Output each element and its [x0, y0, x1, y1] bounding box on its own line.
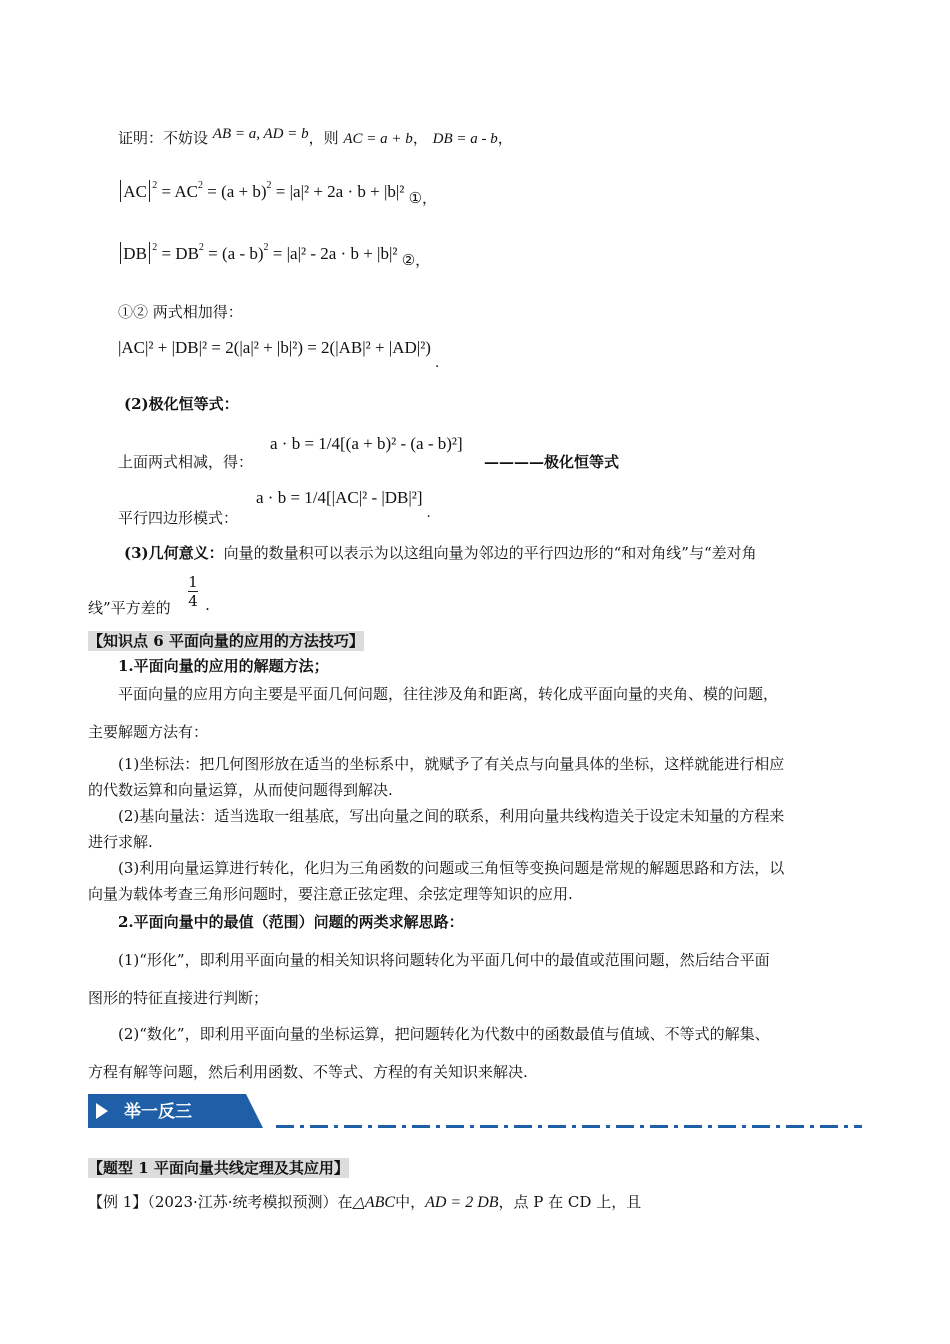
equation-2: DB $^2 = DB^2 = (a - b)^2 = |a|^2 - 2a \cdot b + |b|^2$ ②，: [118, 242, 430, 271]
kp6-method-3a: (3)利用向量运算进行转化，化归为三角函数的问题或三角恒等变换问题是常规的解题思路和方法，以: [118, 859, 785, 877]
geo-fraction: $\frac{1}{4}$ .: [188, 573, 210, 614]
type1-header: 【题型 1 平面向量共线定理及其应用】: [88, 1159, 349, 1177]
triangle-abc: △ABC: [352, 1194, 396, 1211]
banner-dash-line: [276, 1125, 862, 1128]
kp6-heading-2: 2.平面向量中的最值（范围）问题的两类求解思路：: [118, 913, 464, 931]
vector-relation: AD = 2 DB: [425, 1194, 499, 1211]
polar-formula: a · b = 1/4[(a + b)² - (a - b)²]: [270, 434, 463, 453]
equation-1: AC $^2 = AC^2 = (a + b)^2 = |a|^2 + 2a \cdot b + |b|^2$ ①，: [118, 180, 437, 209]
kp6-method-2a: (2)基向量法：适当选取一组基底，写出向量之间的联系，利用向量共线构造关于设定未知量的方程来: [118, 807, 785, 825]
section-banner: [88, 1094, 263, 1128]
polar-sub-text: 上面两式相减，得：: [118, 453, 254, 471]
kp6-header-bar: [88, 630, 862, 651]
example-1: 【例 1】（2023·江苏·统考模拟预测）在△ABC中，AD = 2 DB，点 P 在 CD 上，且: [88, 1193, 642, 1211]
kp6-method-1b: 的代数运算和向量运算，从而使问题得到解决.: [88, 781, 393, 799]
sum-text: ①② 两式相加得：: [118, 303, 243, 321]
banner-label: 举一反三: [124, 1102, 192, 1122]
db-formula: DB = a - b: [432, 131, 498, 147]
ac-formula: AC = a + b: [343, 131, 413, 147]
kp6-strategy-2b: 方程有解等问题，然后利用函数、不等式、方程的有关知识来解决.: [88, 1063, 528, 1081]
geo-line-2: 线”平方差的: [88, 599, 171, 617]
kp6-heading-1: 1.平面向量的应用的解题方法；: [118, 657, 329, 675]
kp6-header: 【知识点 6 平面向量的应用的方法技巧】: [88, 632, 364, 650]
kp6-para-1b: 主要解题方法有：: [88, 723, 209, 741]
kp6-method-2b: 进行求解.: [88, 833, 153, 851]
para-text: 平行四边形模式：: [118, 509, 239, 527]
kp6-para-1a: 平面向量的应用方向主要是平面几何问题，往往涉及角和距离，转化成平面向量的夹角、模的问题，: [118, 685, 779, 703]
sum-equation: |AC|² + |DB|² = 2(|a|² + |b|²) = 2(|AB|² + |AD|²) .: [118, 338, 439, 371]
type1-header-bar: [88, 1157, 349, 1178]
polar-heading: (2)极化恒等式：: [124, 395, 239, 413]
proof-line: 证明：不妨设 AB = a, AD = b，则 AC = a + b， DB = a - b，: [118, 126, 513, 147]
kp6-method-3b: 向量为载体考查三角形问题时，要注意正弦定理、余弦定理等知识的应用.: [88, 885, 573, 903]
kp6-strategy-1b: 图形的特征直接进行判断；: [88, 989, 269, 1007]
assume-formula: AB = a, AD = b: [212, 126, 309, 142]
kp6-strategy-1a: (1)“形化”，即利用平面向量的相关知识将问题转化为平面几何中的最值或范围问题，然后结合平面: [118, 951, 770, 969]
para-formula: a · b = 1/4[|AC|² - |DB|²] .: [256, 488, 431, 521]
kp6-strategy-2a: (2)“数化”，即利用平面向量的坐标运算，把问题转化为代数中的函数最值与值域、不等式的解集、: [118, 1025, 770, 1043]
geo-line-1: (3)几何意义：向量的数量积可以表示为以这组向量为邻边的平行四边形的“和对角线”与“差对角: [124, 544, 757, 562]
kp6-method-1a: (1)坐标法：把几何图形放在适当的坐标系中，就赋予了有关点与向量具体的坐标，这样就能进行相应: [118, 755, 785, 773]
polar-tail: ————极化恒等式: [484, 453, 620, 471]
